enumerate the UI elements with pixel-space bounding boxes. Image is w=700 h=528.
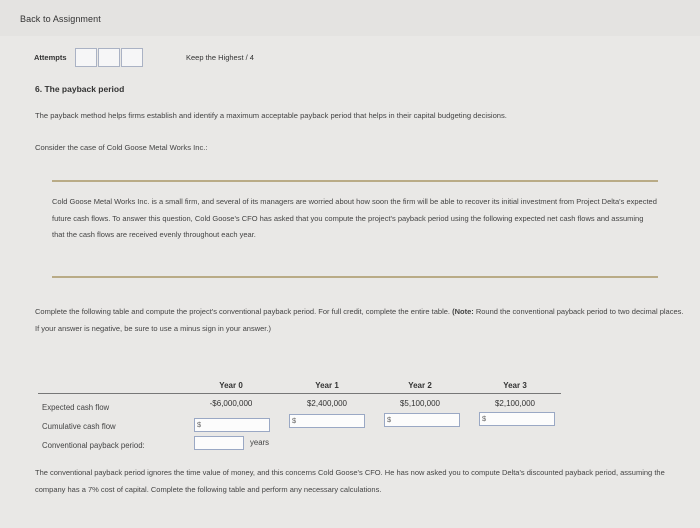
header-year-2: Year 2 <box>408 381 432 390</box>
discounted-payback-intro: The conventional payback period ignores the time value of money, and this concerns Cold Goose's CFO. He has now asked you to compute Delta's discounted payback period, assuming the company has a 7% cost of capital. Complete the following table and perform any necessary calculations. <box>35 468 665 494</box>
currency-symbol: $ <box>197 420 202 429</box>
attempts-row <box>34 48 534 68</box>
cash-flow-year-3: $2,100,000 <box>494 399 536 408</box>
header-year-0: Year 0 <box>219 381 243 390</box>
cumulative-cash-flow-label: Cumulative cash flow <box>42 422 116 431</box>
cash-flow-year-1: $2,400,000 <box>306 399 348 408</box>
currency-symbol: $ <box>292 416 297 425</box>
keep-highest-label: Keep the Highest / 4 <box>186 53 254 62</box>
back-to-assignment-link[interactable]: Back to Assignment <box>20 14 101 24</box>
expected-cash-flow-label: Expected cash flow <box>42 403 110 412</box>
attempt-box <box>98 48 120 67</box>
attempts-label: Attempts <box>34 53 67 62</box>
top-bar <box>0 0 700 36</box>
conventional-payback-label: Conventional payback period: <box>42 441 145 450</box>
cumulative-cash-flow-year-1-input[interactable] <box>289 414 365 428</box>
cash-flow-year-2: $5,100,000 <box>399 399 441 408</box>
cumulative-cash-flow-year-0-input[interactable] <box>194 418 270 432</box>
header-year-3: Year 3 <box>503 381 527 390</box>
attempt-boxes <box>75 48 144 67</box>
attempt-box <box>75 48 97 67</box>
cash-flow-year-0: -$6,000,000 <box>209 399 253 408</box>
note-label: (Note: <box>452 307 474 316</box>
case-intro: Consider the case of Cold Goose Metal Works Inc.: <box>35 143 208 152</box>
note-text: Round the conventional payback period to two decimal places. If your answer is negative, be sure to use a minus sign in your answer.) <box>35 307 684 333</box>
instructions-main: Complete the following table and compute the project's conventional payback period. For full credit, complete the entire table. <box>35 307 453 316</box>
years-unit-label: years <box>250 438 270 447</box>
table-instructions <box>35 304 685 337</box>
cumulative-cash-flow-year-2-input[interactable] <box>384 413 460 427</box>
currency-symbol: $ <box>387 415 392 424</box>
question-title: 6. The payback period <box>35 84 125 94</box>
table-header-divider <box>38 393 561 394</box>
cumulative-cash-flow-year-3-input[interactable] <box>479 412 555 426</box>
scenario-top-rule <box>52 180 658 182</box>
header-year-1: Year 1 <box>315 381 339 390</box>
currency-symbol: $ <box>482 414 487 423</box>
question-intro: The payback method helps firms establish and identify a maximum acceptable payback period that helps in their capital budgeting decisions. <box>35 111 507 120</box>
scenario-bottom-rule <box>52 276 658 278</box>
conventional-payback-input[interactable] <box>194 436 244 450</box>
scenario-text: Cold Goose Metal Works Inc. is a small firm, and several of its managers are worried about how soon the firm will be able to recover its initial investment from Project Delta's expected future cash flows. To answer this question, Cold Goose's CFO has asked that you compute the project's payback period using the following expected net cash flows and assuming that the cash flows are received evenly throughout each year. <box>52 197 657 239</box>
attempt-box <box>121 48 143 67</box>
